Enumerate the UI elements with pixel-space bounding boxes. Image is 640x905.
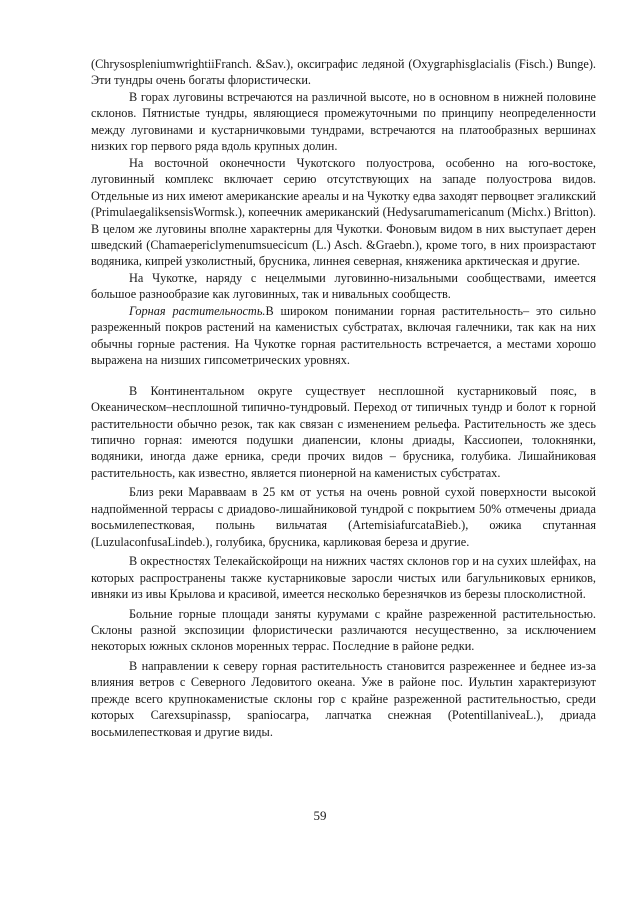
paragraph-6: В Континентальном округе существует несплошной кустарниковый пояс, в Океаническом–несплошной типично-тундровый. Переход от типичных тундр и болот к горной растительности обычно резок, так как связан с изменением рельефа. Растительность же здесь типично горная: имеются подушки диапенсии, клоны дриады, Кассиопеи, толокнянки, водяники, иногда даже ерника, среди прочих видов – брусника, голубика. Лишайниковая растительность, как известно, является пионерной на каменистых субстратах. xyxy=(91,383,596,480)
paragraph-10: В направлении к северу горная растительность становится разреженнее и беднее из-за влияния ветров с Северного Ледовитого океана. Уже в районе пос. Иультин характеризуют прежде всего крупнокаменистые склоны гор с крайне разреженной растительностью, среди которых Carexsupinassp, spaniocarpa, лапчатка снежная (PotentillaniveaL.), дриада восьмилепестковая и другие виды. xyxy=(91,658,596,739)
paragraph-7: Близ реки Маравваам в 25 км от устья на очень ровной сухой поверхности высокой надпойменной террасы с дриадово-лишайниковой тундрой с покрытием 50% отмечены дриада восьмилепестковая, полынь вильчатая (ArtemisiafurcataBieb.), ожика спутанная (LuzulaconfusaLindeb.), голубика, брусника, карликовая береза и другие. xyxy=(91,485,596,549)
paragraph-5 xyxy=(91,303,596,369)
paragraph-4: На Чукотке, наряду с нецелмыми луговинно-низальными сообществами, имеется большое разнообразие как луговинных, так и нивальных сообществ. xyxy=(91,270,596,302)
paragraph-3: На восточной оконечности Чукотского полуострова, особенно на юго-востоке, луговинный комплекс включает серию отсутствующих на западе полуострова видов. Отдельные из них имеют американские ареалы и на Чукотку едва заходят первоцвет эгаликский (PrimulaegaliksensisWormsk.), копеечник американский (Hedysarumamericanum (Michx.) Britton). В целом же луговины вполне характерны для Чукотки. Фоновым видом в них выступает дерен шведский (Chamaepericlymenumsuecicum (L.) Asch. &Graebn.), кроме того, в них произрастают водяника, кипрей узколистный, брусника, линнея северная, княженика арктическая и другие. xyxy=(91,155,596,269)
paragraph-1: (ChrysospleniumwrightiiFranch. &Sav.), оксиграфис ледяной (Oxygraphisglacialis (Fisch.) Bunge). Эти тундры очень богаты флористически. xyxy=(91,57,596,88)
paragraph-8: В окрестностях Телекайскойрощи на нижних частях склонов гор и на сухих шлейфах, на которых распространены также кустарниковые заросли чистых или багульниковых ерников, ивняки из ивы Крылова и красивой, имеется несколько березнячков из березы плосколистной. xyxy=(91,554,596,602)
paragraph-2: В горах луговины встречаются на различной высоте, но в основном в нижней половине склонов. Пятнистые тундры, являющиеся промежуточными по принципу неопределенности между луговинами и кустарничковыми тундрами, встречаются на платообразных вершинах низких гор первого ряда вдоль крупных долин. xyxy=(91,89,596,154)
body-text xyxy=(91,56,596,740)
paragraph-5-text: В широком понимании горная растительность– это сильно разреженный покров растений на каменистых субстратах, включая галечники, так как на них обычны горные растения. На Чукотке горная растительность встречается, а местами хорошо выражена на низших гипсометрических уровнях. xyxy=(91,303,596,368)
page-number: 59 xyxy=(313,808,327,823)
paragraph-9: Больние горные площади заняты курумами с крайне разреженной растительностью. Склоны разной экспозиции флористически различаются несущественно, за исключением некоторых южных склонов моренных террас. Последние в районе редки. xyxy=(91,606,596,654)
section-heading: Горная растительность. xyxy=(129,303,266,318)
